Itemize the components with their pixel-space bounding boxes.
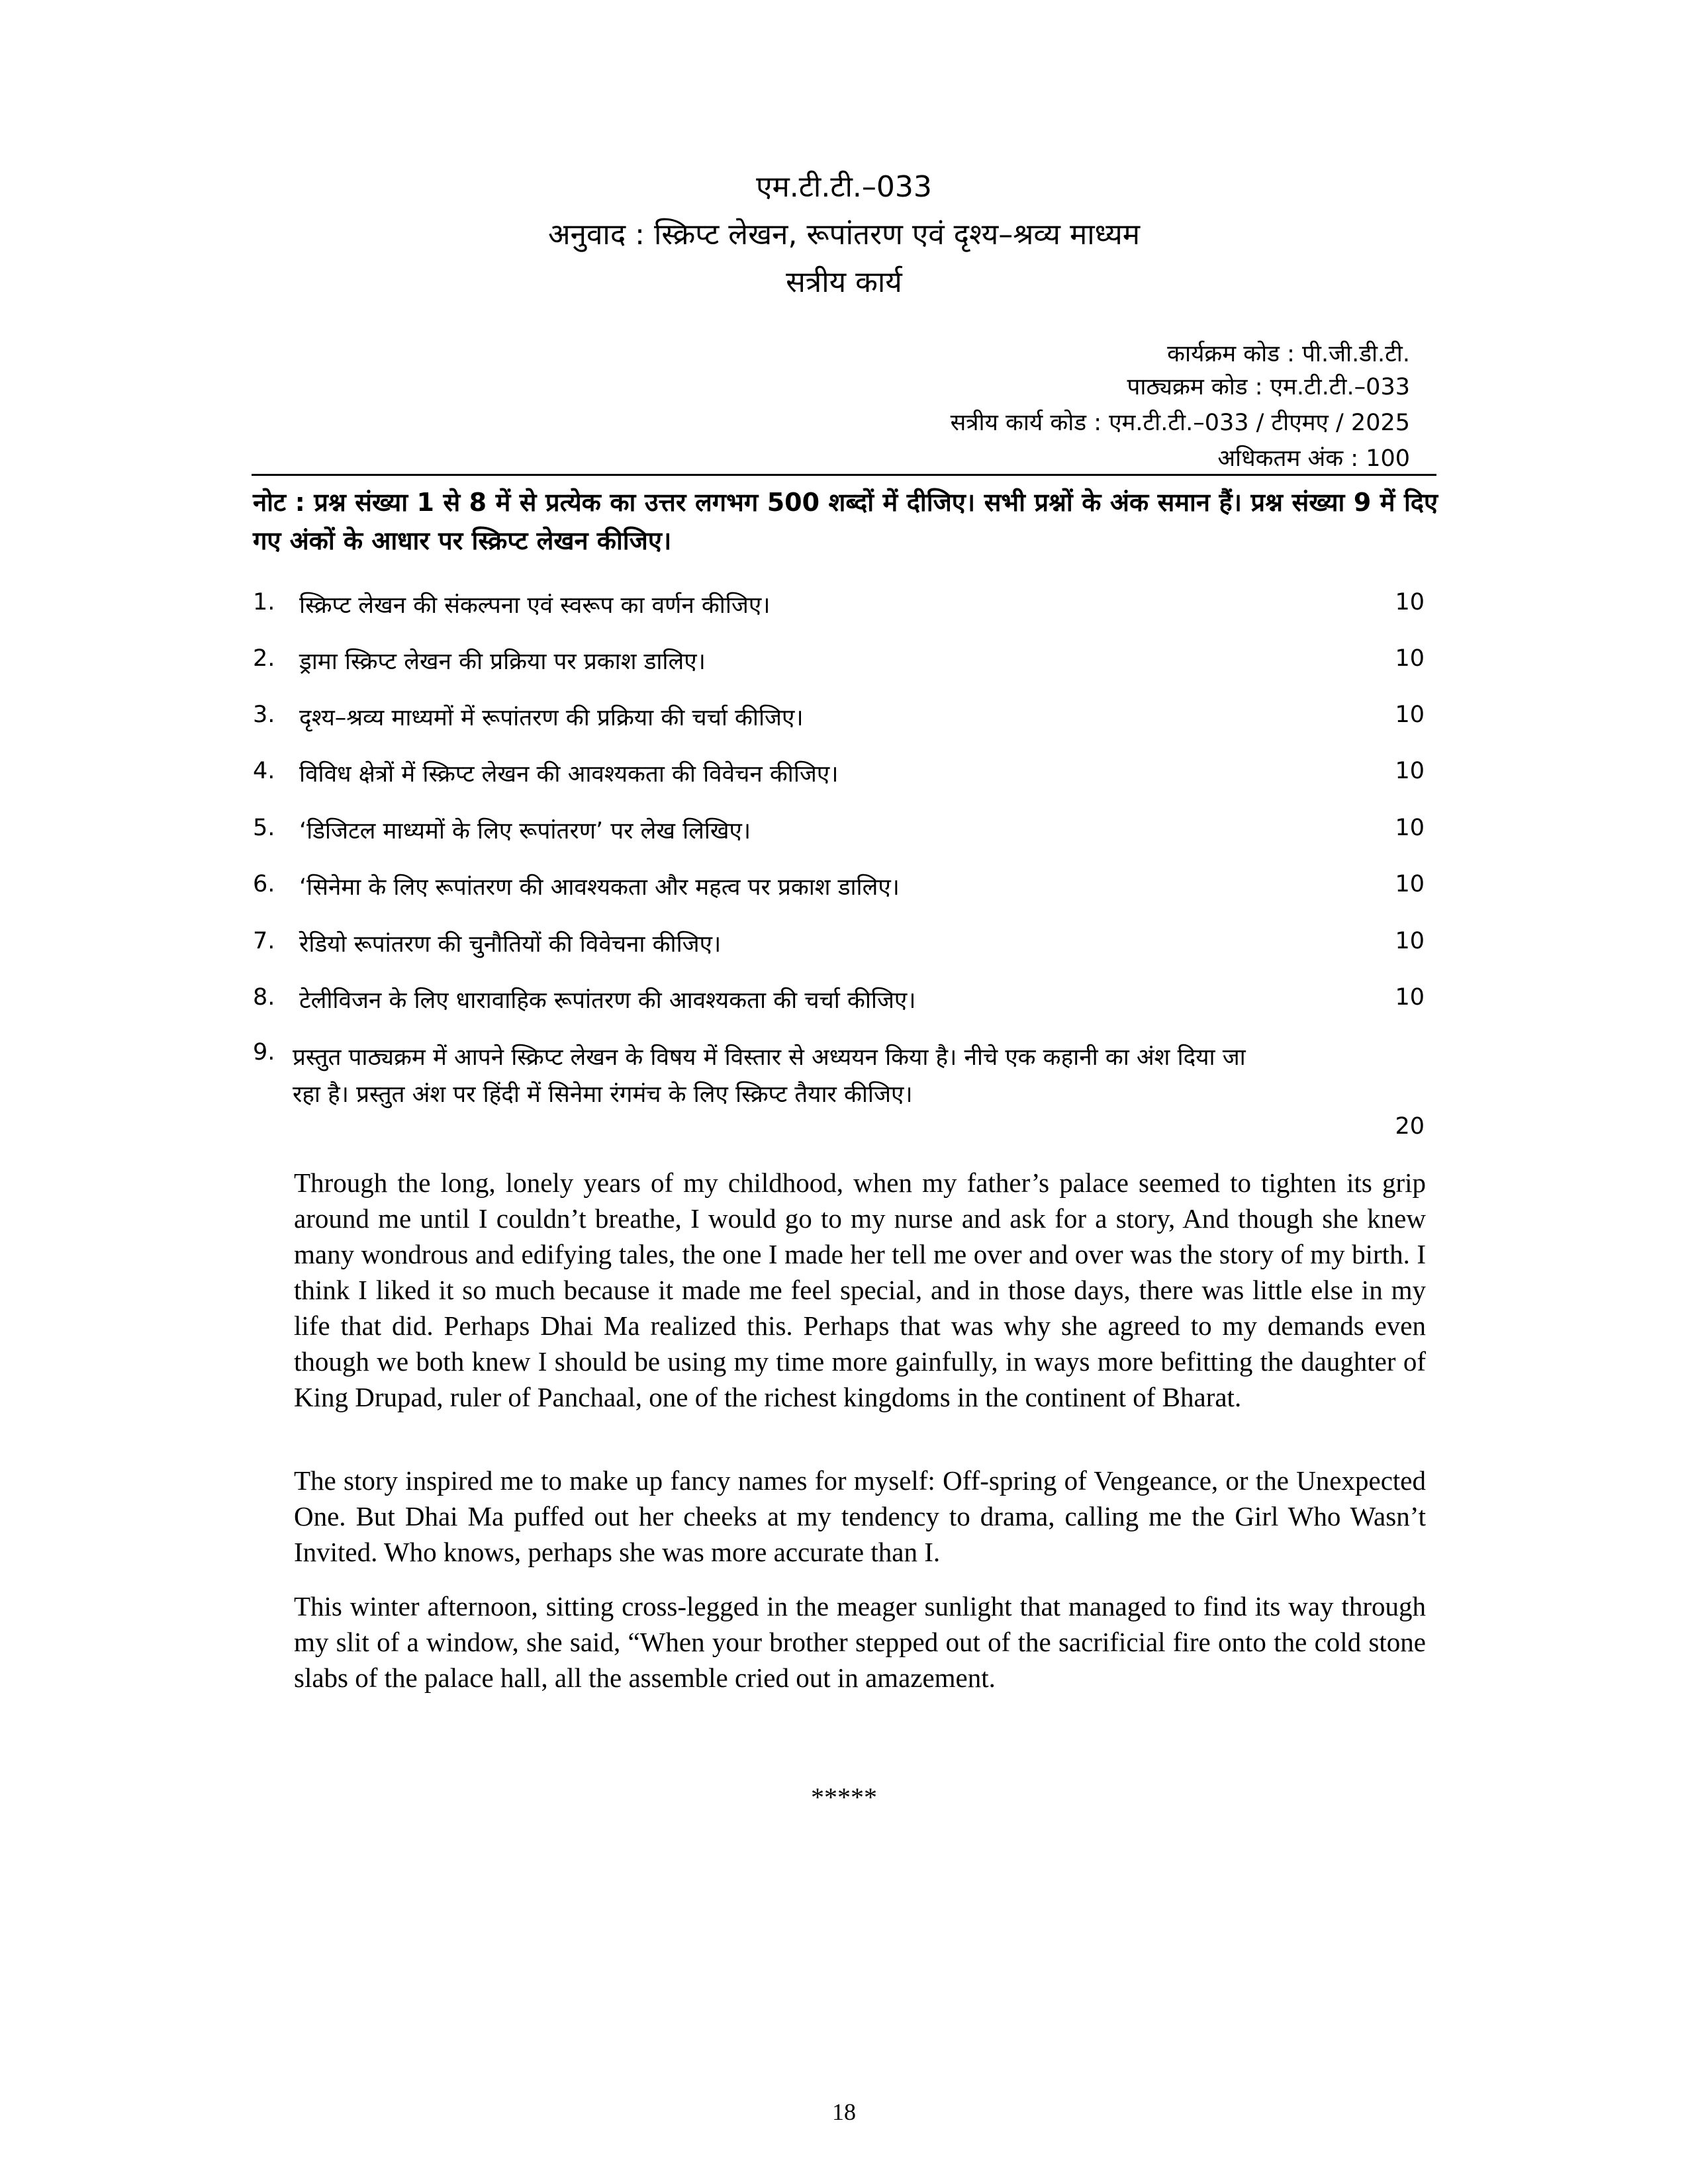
max-marks: अधिकतम अंक : 100 xyxy=(1217,445,1410,472)
question-item xyxy=(253,758,1438,791)
passage-paragraph: Through the long, lonely years of my childhood, when my father’s palace seemed to tighten its grip around me until I couldn’t breathe, I would go to my nurse and ask for a story, And though she knew many wondrous and edifying tales, the one I made her tell me over and over was the story of my birth. I think I liked it so much because it made me feel special, and in those days, there was little else in my life that did. Perhaps Dhai Ma realized this. Perhaps that was why she agreed to my demands even though we both knew I should be using my time more gainfully, in ways more befitting the daughter of King Drupad, ruler of Panchaal, one of the richest kingdoms in the continent of Bharat. xyxy=(294,1167,1426,1412)
question-number: 1. xyxy=(253,589,275,615)
question-item xyxy=(253,984,1438,1017)
question-text: ड्रामा स्क्रिप्ट लेखन की प्रक्रिया पर प्रकाश डालिए। xyxy=(299,649,706,675)
question-marks: 10 xyxy=(1395,928,1425,954)
page-number: 18 xyxy=(832,2099,856,2125)
question-item xyxy=(253,702,1438,735)
question-number: 2. xyxy=(253,645,275,672)
question-number: 4. xyxy=(253,758,275,784)
question-item xyxy=(253,815,1438,848)
question-number: 6. xyxy=(253,871,275,897)
question-number: 5. xyxy=(253,815,275,841)
assignment-code: सत्रीय कार्य कोड : एम.टी.टी.–033 / टीएमए / 2025 xyxy=(950,410,1410,436)
question-item xyxy=(253,928,1438,961)
question-number: 7. xyxy=(253,928,275,954)
instructions-note: नोट : प्रश्न संख्या 1 से 8 में से प्रत्येक का उत्तर लगभग 500 शब्दों में दीजिए। सभी प्रश्नों के अंक समान हैं। प्रश्न संख्या 9 में दिए गए अंकों के आधार पर स्क्रिप्ट लेखन कीजिए। xyxy=(253,488,1438,555)
question-marks: 10 xyxy=(1395,645,1425,672)
question-text: टेलीविजन के लिए धारावाहिक रूपांतरण की आवश्यकता की चर्चा कीजिए। xyxy=(299,987,916,1014)
course-title: अनुवाद : स्क्रिप्ट लेखन, रूपांतरण एवं दृश्य–श्रव्य माध्यम xyxy=(547,218,1141,251)
question-number: 3. xyxy=(253,702,275,728)
question-text: ‘डिजिटल माध्यमों के लिए रूपांतरण’ पर लेख लिखिए। xyxy=(299,818,751,844)
end-marker: ***** xyxy=(811,1782,877,1812)
passage-paragraph: The story inspired me to make up fancy names for myself: Off-spring of Vengeance, or the Unexpected One. But Dhai Ma puffed out her cheeks at my tendency to drama, calling me the Girl Who Wasn’t Invited. Who knows, perhaps she was more accurate than I. xyxy=(294,1465,1426,1567)
programme-code: कार्यक्रम कोड : पी.जी.डी.टी. xyxy=(1167,341,1410,367)
question-text: विविध क्षेत्रों में स्क्रिप्ट लेखन की आवश्यकता की विवेचन कीजिए। xyxy=(299,761,839,788)
question-marks: 10 xyxy=(1395,815,1425,841)
question-text: ‘सिनेमा के लिए रूपांतरण की आवश्यकता और महत्व पर प्रकाश डालिए। xyxy=(299,874,900,901)
assignment-heading: सत्रीय कार्य xyxy=(786,265,902,299)
question-item xyxy=(253,871,1438,904)
question-item xyxy=(253,645,1438,678)
passage-paragraph: This winter afternoon, sitting cross-legged in the meager sunlight that managed to find its way through my slit of a window, she said, “When your brother stepped out of the sacrificial fire onto the cold stone slabs of the palace hall, all the assemble cried out in amazement. xyxy=(294,1591,1426,1693)
question-text: प्रस्तुत पाठ्यक्रम में आपने स्क्रिप्ट लेखन के विषय में विस्तार से अध्ययन किया है। नीचे एक कहानी का अंश दिया जा रहा है। प्रस्तुत अंश पर हिंदी में सिनेमा रंगमंच के लिए स्क्रिप्ट तैयार कीजिए। xyxy=(293,1044,1246,1108)
question-marks: 10 xyxy=(1395,871,1425,897)
question-marks: 10 xyxy=(1395,984,1425,1011)
question-item xyxy=(253,589,1438,622)
question-marks: 10 xyxy=(1395,702,1425,728)
question-marks: 10 xyxy=(1395,589,1425,615)
question-marks: 20 xyxy=(1395,1113,1425,1140)
course-code-heading: एम.टी.टी.–033 xyxy=(756,170,932,204)
course-code: पाठ्यक्रम कोड : एम.टी.टी.–033 xyxy=(1127,374,1410,400)
question-marks: 10 xyxy=(1395,758,1425,784)
divider xyxy=(252,474,1436,476)
question-number: 8. xyxy=(253,984,275,1011)
question-text: स्क्रिप्ट लेखन की संकल्पना एवं स्वरूप का वर्णन कीजिए। xyxy=(299,592,771,619)
question-text: दृश्य–श्रव्य माध्यमों में रूपांतरण की प्रक्रिया की चर्चा कीजिए। xyxy=(299,705,804,731)
question-text: रेडियो रूपांतरण की चुनौतियों की विवेचना कीजिए। xyxy=(299,931,722,958)
question-number: 9. xyxy=(253,1039,275,1066)
